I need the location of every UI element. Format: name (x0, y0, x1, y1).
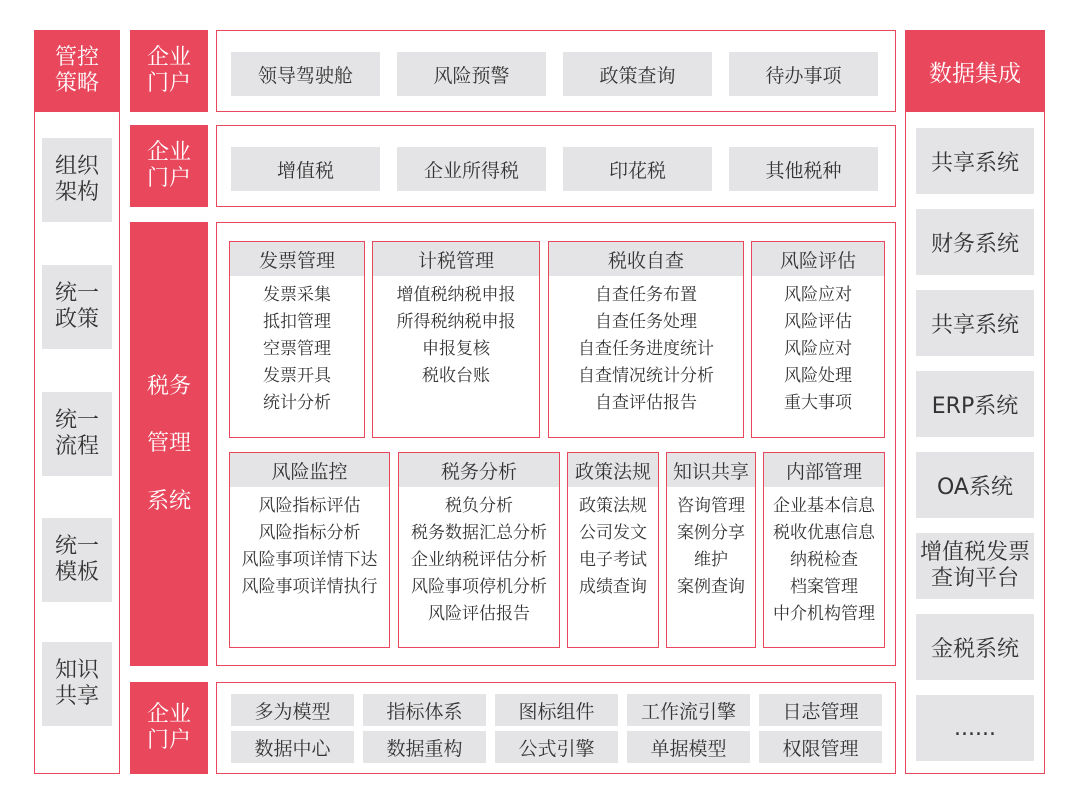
platform-item[interactable]: 图标组件 (495, 694, 618, 726)
module-item[interactable]: 风险评估 (784, 312, 852, 332)
platform-item[interactable]: 公式引擎 (495, 731, 618, 763)
module-item[interactable]: 税收台账 (422, 366, 490, 386)
module-self-check[interactable] (548, 241, 744, 438)
module-item[interactable]: 成绩查询 (579, 577, 647, 597)
module-title: 风险评估 (752, 242, 884, 276)
module-title: 计税管理 (373, 242, 539, 276)
module-item[interactable]: 风险处理 (784, 366, 852, 386)
module-item[interactable]: 发票开具 (263, 366, 331, 386)
module-item[interactable]: 自查评估报告 (595, 393, 697, 413)
module-item[interactable]: 风险指标评估 (258, 496, 361, 516)
platform-item[interactable]: 指标体系 (363, 694, 486, 726)
right-item-shared-2[interactable]: 共享系统 (916, 290, 1034, 356)
left-item-process[interactable]: 统一 流程 (42, 392, 112, 476)
module-item[interactable]: 自查任务进度统计 (578, 339, 714, 359)
platform-item[interactable]: 数据中心 (231, 731, 354, 763)
left-item-template[interactable]: 统一 模板 (42, 518, 112, 602)
module-title: 发票管理 (230, 242, 364, 276)
module-item[interactable]: 统计分析 (263, 393, 331, 413)
module-item[interactable]: 税务数据汇总分析 (411, 523, 547, 543)
module-tax-calc[interactable] (372, 241, 540, 438)
right-item-vat-query[interactable]: 增值税发票 查询平台 (916, 533, 1034, 599)
right-item-golden-tax[interactable]: 金税系统 (916, 614, 1034, 680)
portal2-item-stamp[interactable]: 印花税 (563, 147, 712, 191)
right-item-oa[interactable]: OA系统 (916, 452, 1034, 518)
module-risk-assessment[interactable] (751, 241, 885, 438)
module-invoice[interactable] (229, 241, 365, 438)
module-item[interactable]: 税负分析 (445, 496, 513, 516)
module-item[interactable]: 风险事项详情下达 (241, 550, 378, 570)
module-item[interactable]: 风险评估报告 (428, 604, 530, 624)
portal2-item-cit[interactable]: 企业所得税 (397, 147, 546, 191)
module-item[interactable]: 风险应对 (784, 339, 852, 359)
module-title: 政策法规 (568, 453, 658, 487)
module-item[interactable]: 电子考试 (579, 550, 647, 570)
module-item[interactable]: 税收优惠信息 (773, 523, 875, 543)
portal2-label: 企业 门户 (130, 125, 208, 207)
right-item-finance[interactable]: 财务系统 (916, 209, 1034, 275)
module-item[interactable]: 所得税纳税申报 (396, 312, 516, 332)
platform-item[interactable]: 数据重构 (363, 731, 486, 763)
tax-system-label: 税务 管理 系统 (130, 222, 208, 666)
platform-item[interactable]: 单据模型 (627, 731, 750, 763)
module-item[interactable]: 企业基本信息 (773, 496, 875, 516)
right-item-shared-1[interactable]: 共享系统 (916, 128, 1034, 194)
module-item[interactable]: 维护 (694, 550, 728, 570)
portal3-label: 企业 门户 (130, 682, 208, 774)
module-policy-law[interactable] (567, 452, 659, 648)
module-item[interactable]: 抵扣管理 (263, 312, 331, 332)
module-item[interactable]: 发票采集 (263, 285, 331, 305)
portal2-item-other[interactable]: 其他税种 (729, 147, 878, 191)
module-item[interactable]: 咨询管理 (677, 496, 745, 516)
module-item[interactable]: 自查任务处理 (595, 312, 697, 332)
module-title: 知识共享 (667, 453, 755, 487)
right-item-more[interactable]: ...... (916, 695, 1034, 761)
module-item[interactable]: 重大事项 (784, 393, 852, 413)
platform-item[interactable]: 多为模型 (231, 694, 354, 726)
module-item[interactable]: 自查任务布置 (595, 285, 697, 305)
module-item[interactable]: 申报复核 (422, 339, 490, 359)
module-item[interactable]: 风险事项停机分析 (411, 577, 547, 597)
platform-item[interactable]: 工作流引擎 (627, 694, 750, 726)
left-item-org[interactable]: 组织 架构 (42, 138, 112, 222)
module-title: 风险监控 (230, 453, 389, 487)
module-item[interactable]: 增值税纳税申报 (396, 285, 516, 305)
right-item-erp[interactable]: ERP系统 (916, 371, 1034, 437)
portal2-item-vat[interactable]: 增值税 (231, 147, 380, 191)
module-item[interactable]: 空票管理 (263, 339, 331, 359)
module-item[interactable]: 公司发文 (579, 523, 647, 543)
module-title: 税收自查 (549, 242, 743, 276)
portal1-item-todo[interactable]: 待办事项 (729, 52, 878, 96)
module-item[interactable]: 档案管理 (790, 577, 858, 597)
left-item-policy[interactable]: 统一 政策 (42, 265, 112, 349)
module-item[interactable]: 风险指标分析 (258, 523, 361, 543)
module-knowledge[interactable] (666, 452, 756, 648)
portal1-label: 企业 门户 (130, 30, 208, 112)
portal1-item-risk-warning[interactable]: 风险预警 (397, 52, 546, 96)
module-item[interactable]: 中介机构管理 (773, 604, 875, 624)
module-title: 税务分析 (399, 453, 559, 487)
module-item[interactable]: 纳税检查 (790, 550, 858, 570)
module-item[interactable]: 企业纳税评估分析 (411, 550, 547, 570)
module-item[interactable]: 自查情况统计分析 (578, 366, 714, 386)
module-tax-analysis[interactable] (398, 452, 560, 648)
portal1-item-cockpit[interactable]: 领导驾驶舱 (231, 52, 380, 96)
module-internal[interactable] (763, 452, 885, 648)
module-item[interactable]: 风险应对 (784, 285, 852, 305)
left-item-knowledge[interactable]: 知识 共享 (42, 642, 112, 726)
module-title: 内部管理 (764, 453, 884, 487)
platform-item[interactable]: 权限管理 (759, 731, 882, 763)
portal1-item-policy-query[interactable]: 政策查询 (563, 52, 712, 96)
module-item[interactable]: 案例查询 (677, 577, 745, 597)
right-header: 数据集成 (905, 30, 1045, 112)
platform-item[interactable]: 日志管理 (759, 694, 882, 726)
module-risk-monitor[interactable] (229, 452, 390, 648)
module-item[interactable]: 风险事项详情执行 (241, 577, 378, 597)
left-header: 管控 策略 (34, 30, 120, 112)
module-item[interactable]: 政策法规 (579, 496, 647, 516)
module-item[interactable]: 案例分享 (677, 523, 745, 543)
